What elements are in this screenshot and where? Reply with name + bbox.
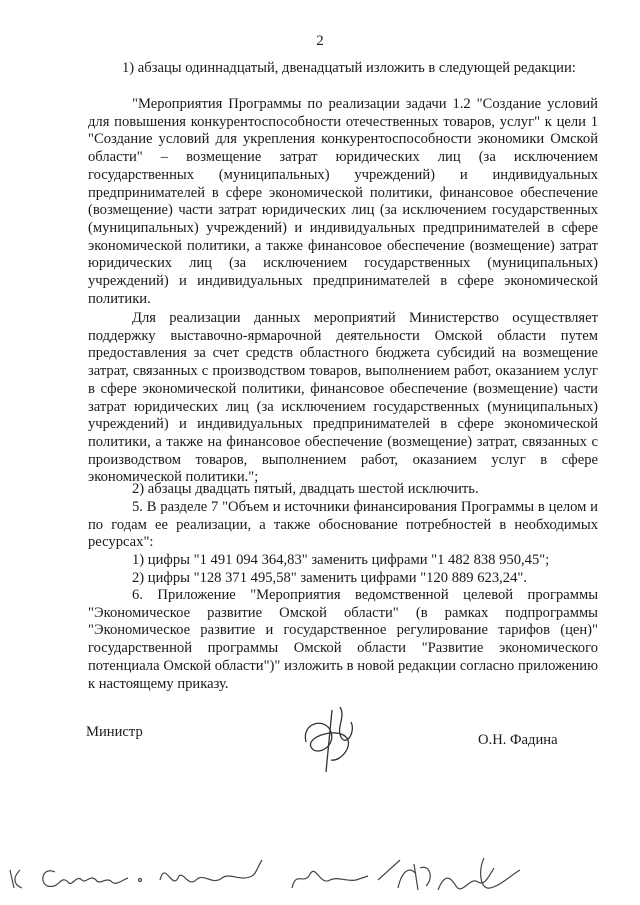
paragraph-2: "Мероприятия Программы по реализации задачи 1.2 "Создание условий для повышения конкурентоспособности отечественных товаров, услуг" к цели 1 "Создание условий для укрепления конкурентоспособности экономики Омской области" – возмещение затрат юридических лиц (за исключением государственных (муниципальных) учреждений) и индивидуальных предпринимателей в сфере экономической политики, финансовое обеспечение (возмещение) части затрат юридических лиц (за исключением государственных (муниципальных) учреждений) и индивидуальных предпринимателей в сфере экономической политики, а также финансовое обеспечение (возмещение) затрат юридических лиц (за исключением государственных (муниципальных) учреждений) и индивидуальных предпринимателей в сфере экономической политики. (88, 96, 598, 307)
paragraph-4: 2) абзацы двадцать пятый, двадцать шестой исключить. (132, 481, 479, 497)
paragraph-8: 6. Приложение "Мероприятия ведомственной целевой программы "Экономическое развитие Омской области" (в рамках подпрограммы "Экономическое развитие и государственное регулирование тарифов (цен)" государственной программы Омской области "Развитие экономического потенциала Омской области")" изложить в новой редакции согласно приложению к настоящему приказу. (88, 587, 598, 692)
paragraph-7: 2) цифры "128 371 495,58" заменить цифрами "120 889 623,24". (132, 570, 527, 586)
paragraph-1: 1) абзацы одиннадцатый, двенадцатый изложить в следующей редакции: (122, 60, 576, 76)
paragraph-5: 5. В разделе 7 "Объем и источники финансирования Программы в целом и по годам ее реализации, а также обоснование потребностей в необходимых ресурсах": (88, 499, 598, 551)
approval-initials-icon (0, 840, 640, 905)
signatory-name: О.Н. Фадина (478, 732, 558, 748)
page-number: 2 (316, 33, 324, 49)
signatory-title: Министр (86, 724, 143, 740)
paragraph-3: Для реализации данных мероприятий Министерство осуществляет поддержку выставочно-ярмарочной деятельности Омской области путем предоставления за счет средств областного бюджета субсидий на возмещение затрат, связанных с производством товаров, выполнением работ, оказанием услуг в сфере экономической политики, финансовое обеспечение (возмещение) части затрат юридических лиц (за исключением государственных (муниципальных) учреждений) и индивидуальных предпринимателей в сфере экономической политики, а также на финансовое обеспечение (возмещение) затрат, связанных с производством товаров, выполнением работ, оказанием услуг в сфере экономической политики."; (88, 310, 598, 486)
paragraph-6: 1) цифры "1 491 094 364,83" заменить цифрами "1 482 838 950,45"; (132, 552, 550, 568)
signature-icon (296, 702, 366, 777)
